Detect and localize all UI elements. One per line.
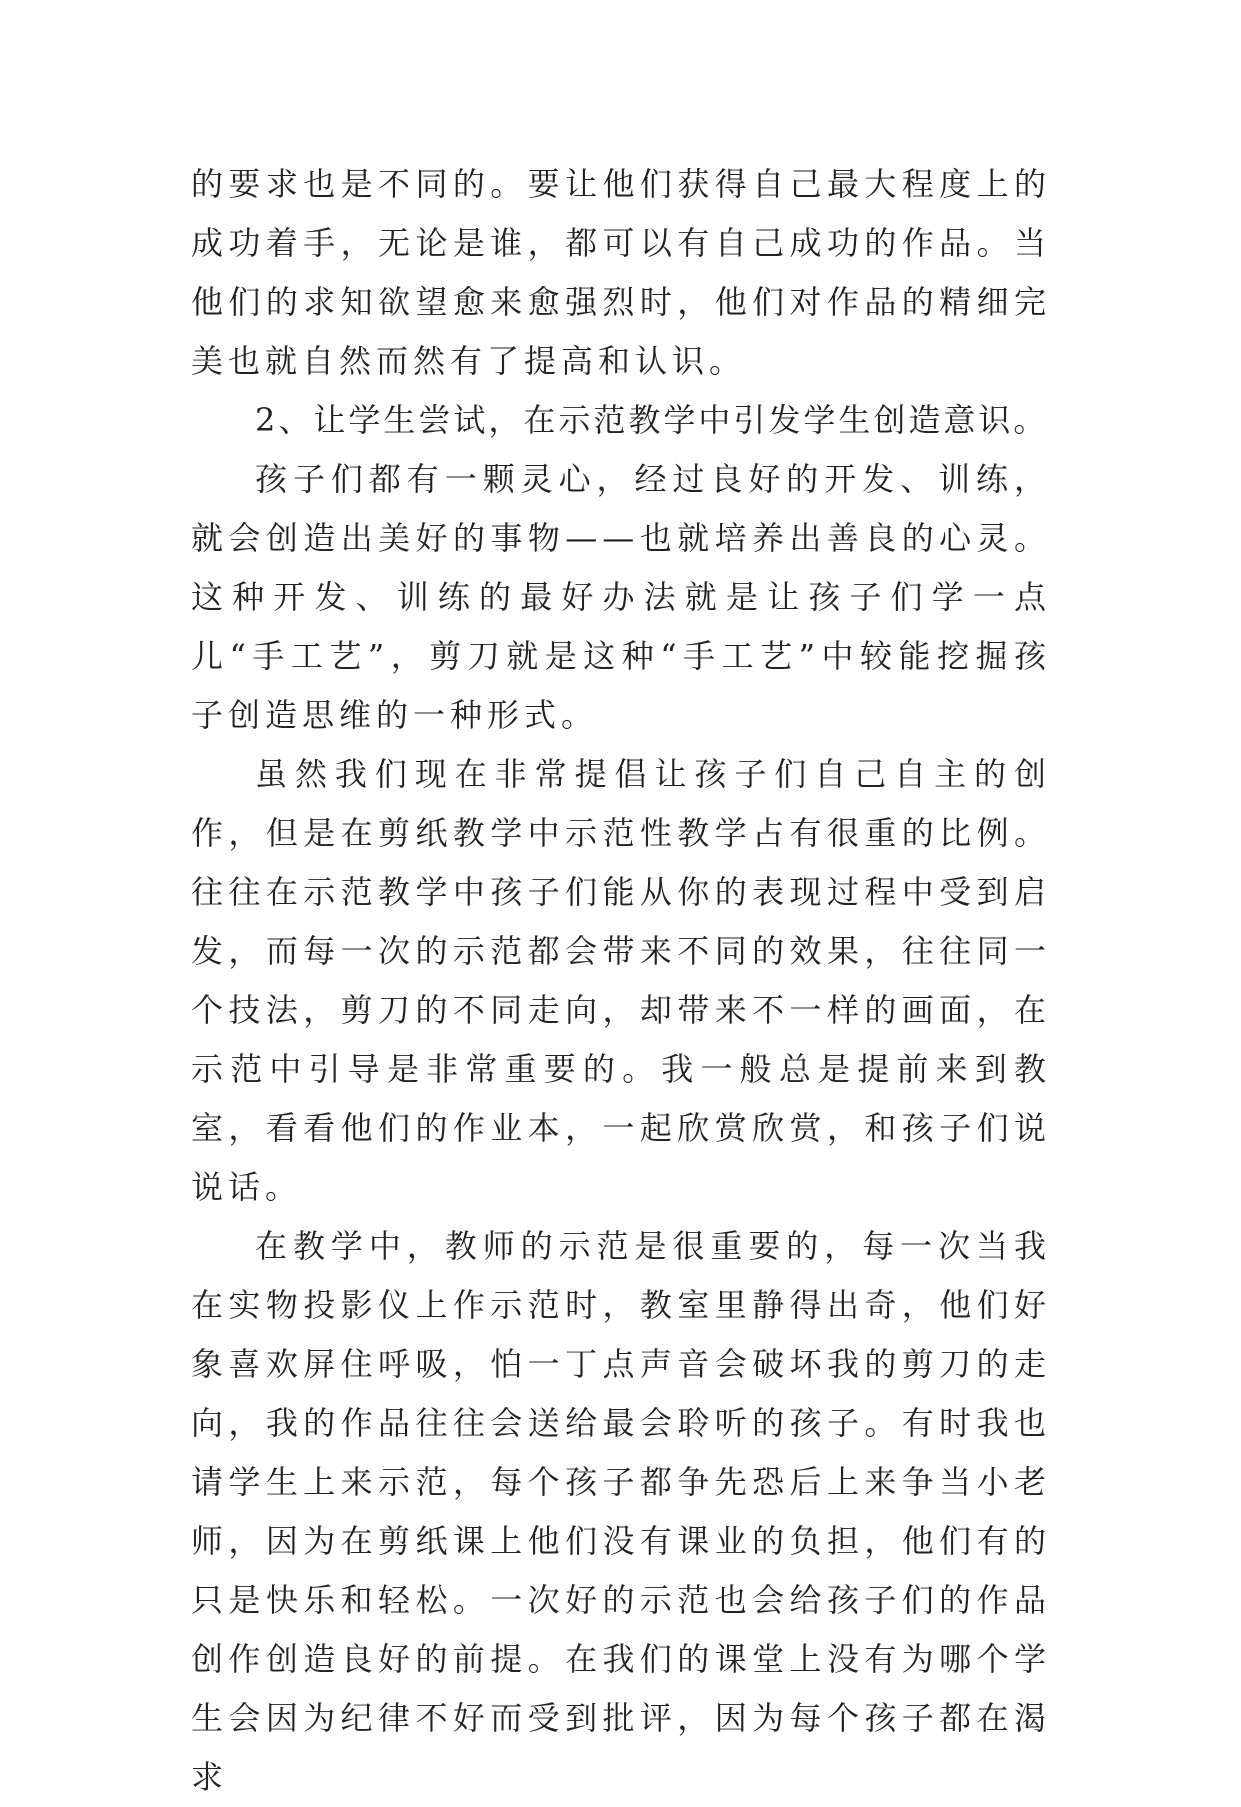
paragraph-teacher-demonstration: 在教学中，教师的示范是很重要的，每一次当我在实物投影仪上作示范时，教室里静得出奇，他们好象喜欢屏住呼吸，怕一丁点声音会破坏我的剪刀的走向，我的作品往往会送给最会聆听的孩子。有时我也请学生上来示范，每个孩子都争先恐后上来争当小老师，因为在剪纸课上他们没有课业的负担，他们有的只是快乐和轻松。一次好的示范也会给孩子们的作品创作创造良好的前提。在我们的课堂上没有为哪个学生会因为纪律不好而受到批评，因为每个孩子都在渴求 <box>191 1227 1051 1796</box>
paragraph-handicraft: 孩子们都有一颗灵心，经过良好的开发、训练，就会创造出美好的事物——也就培养出善良的心灵。这种开发、训练的最好办法就是让孩子们学一点儿“手工艺”，剪刀就是这种“手工艺”中较能挖掘孩子创造思维的一种形式。 <box>191 460 1051 734</box>
paragraph-demonstration-teaching: 虽然我们现在非常提倡让孩子们自己自主的创作，但是在剪纸教学中示范性教学占有很重的比例。往往在示范教学中孩子们能从你的表现过程中受到启发，而每一次的示范都会带来不同的效果，往往同一个技法，剪刀的不同走向，却带来不一样的画面，在示范中引导是非常重要的。我一般总是提前来到教室，看看他们的作业本，一起欣赏欣赏，和孩子们说说话。 <box>191 755 1051 1206</box>
document-body <box>191 155 1051 1807</box>
paragraph-continued: 的要求也是不同的。要让他们获得自己最大程度上的成功着手，无论是谁，都可以有自己成功的作品。当他们的求知欲望愈来愈强烈时，他们对作品的精细完美也就自然而然有了提高和认识。 <box>191 165 1051 380</box>
section-heading-2: 2、让学生尝试，在示范教学中引发学生创造意识。 <box>255 401 1049 439</box>
